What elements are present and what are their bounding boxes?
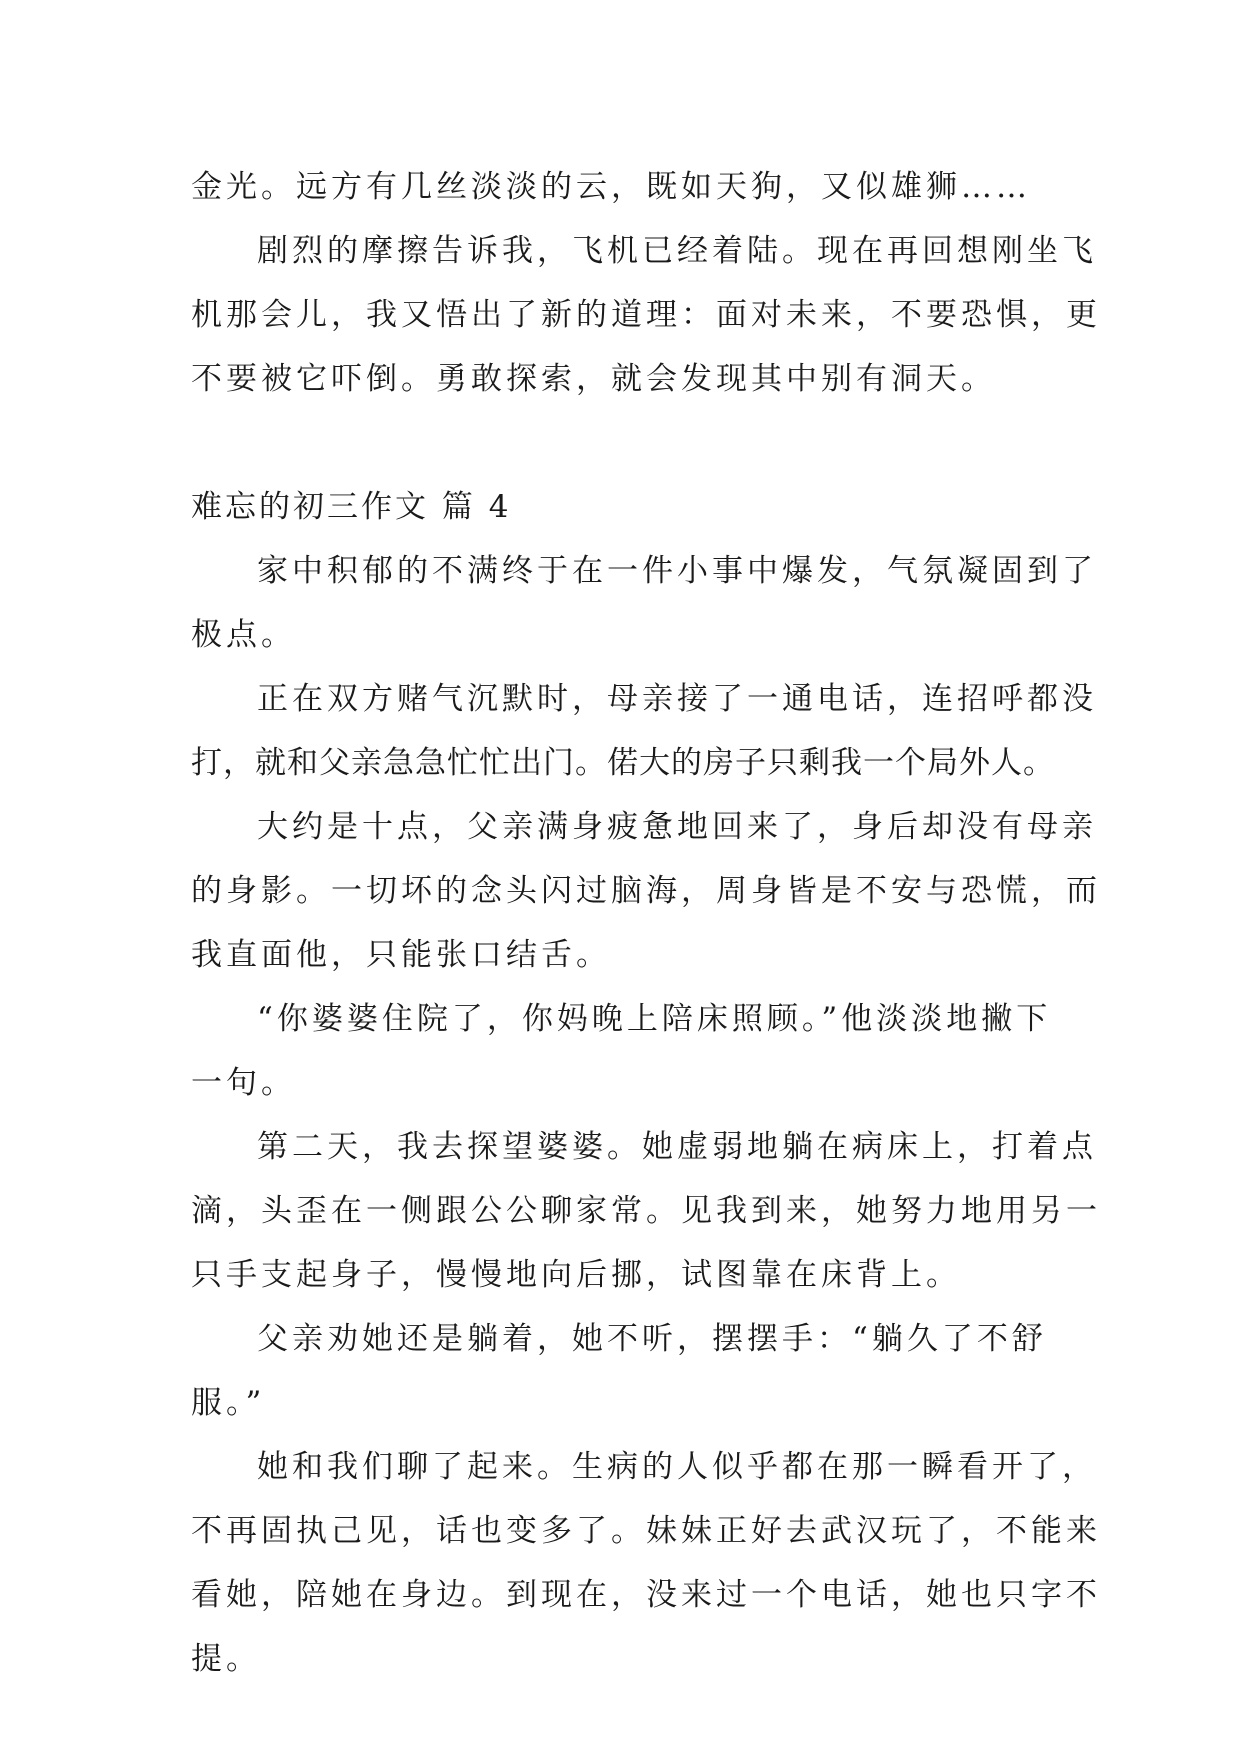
paragraph (191, 987, 1051, 1115)
text-line: 看她，陪她在身边。到现在，没来过一个电话，她也只字不 (191, 1577, 1101, 1613)
text-line: 一句。 (191, 1065, 296, 1101)
paragraph (191, 219, 1101, 411)
text-line: 提。 (191, 1641, 261, 1677)
text-line: 第二天，我去探望婆婆。她虚弱地躺在病床上，打着点 (257, 1129, 1097, 1165)
paragraph (191, 1307, 1051, 1435)
text-line: 我直面他，只能张口结舌。 (191, 937, 611, 973)
paragraph (191, 667, 1097, 795)
paragraph (191, 1435, 1101, 1691)
text-line: 极点。 (191, 617, 296, 653)
text-line: 父亲劝她还是躺着，她不听，摆摆手：“躺久了不舒 (257, 1321, 1047, 1357)
text-line: 的身影。一切坏的念头闪过脑海，周身皆是不安与恐慌，而 (191, 873, 1101, 909)
paragraph (191, 1115, 1101, 1307)
text-line: 家中积郁的不满终于在一件小事中爆发，气氛凝固到了 (257, 553, 1097, 589)
text-line: “你婆婆住院了，你妈晚上陪床照顾。”他淡淡地撇下 (257, 1001, 1052, 1037)
paragraph (191, 795, 1101, 987)
text-line: 金光。远方有几丝淡淡的云，既如天狗，又似雄狮…… (191, 169, 1031, 205)
text-line: 滴，头歪在一侧跟公公聊家常。见我到来，她努力地用另一 (191, 1193, 1101, 1229)
text-line: 大约是十点，父亲满身疲惫地回来了，身后却没有母亲 (257, 809, 1097, 845)
text-line: 不要被它吓倒。勇敢探索，就会发现其中别有洞天。 (191, 361, 996, 397)
text-line: 不再固执己见，话也变多了。妹妹正好去武汉玩了，不能来 (191, 1513, 1101, 1549)
text-line: 机那会儿，我又悟出了新的道理：面对未来，不要恐惧，更 (191, 297, 1101, 333)
text-line: 服。” (191, 1385, 266, 1421)
text-line: 剧烈的摩擦告诉我，飞机已经着陆。现在再回想刚坐飞 (257, 233, 1097, 269)
paragraph (191, 539, 1097, 667)
text-line: 她和我们聊了起来。生病的人似乎都在那一瞬看开了， (257, 1449, 1097, 1485)
text-line: 只手支起身子，慢慢地向后挪，试图靠在床背上。 (191, 1257, 961, 1293)
text-line: 打，就和父亲急急忙忙出门。偌大的房子只剩我一个局外人。 (191, 745, 1055, 781)
document-page (191, 155, 1101, 1691)
section-title: 难忘的初三作文 篇 4 (191, 489, 512, 525)
text-line: 正在双方赌气沉默时，母亲接了一通电话，连招呼都没 (257, 681, 1097, 717)
